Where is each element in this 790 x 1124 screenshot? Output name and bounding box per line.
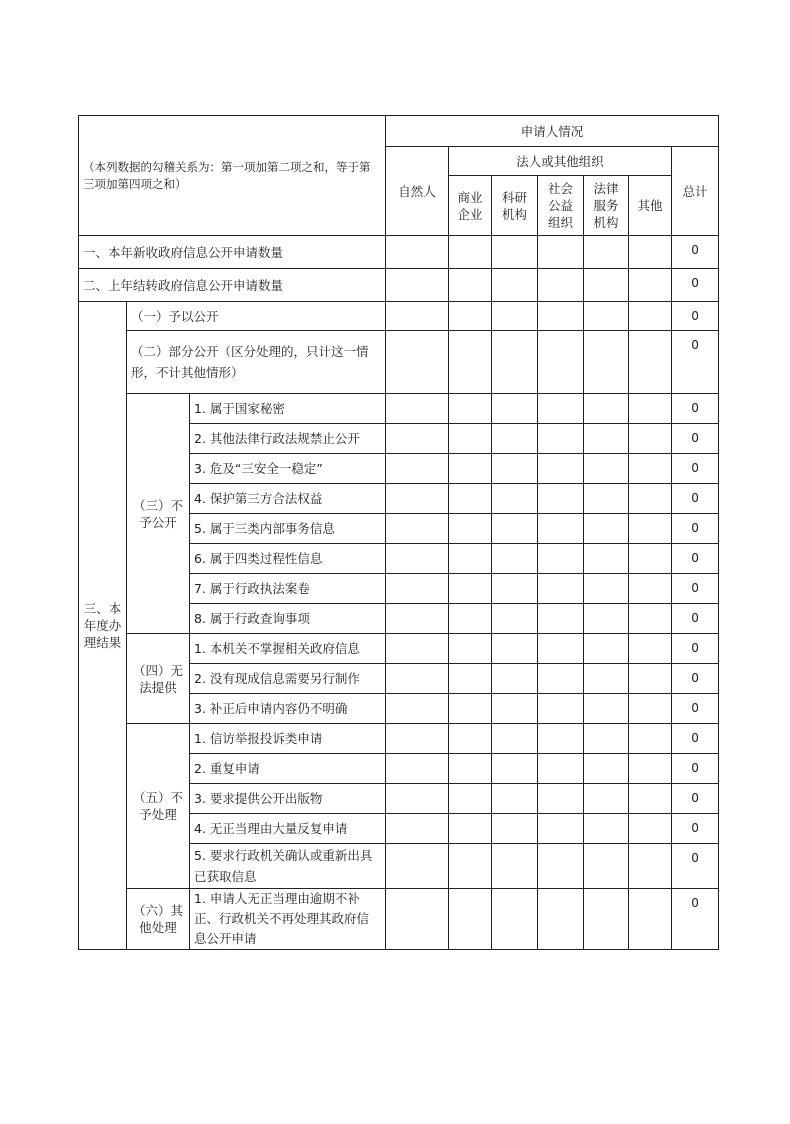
row-label: 1. 申请人无正当理由逾期不补正、行政机关不再处理其政府信息公开申请 <box>190 889 386 950</box>
empty-cell <box>492 269 538 302</box>
empty-cell <box>629 544 672 574</box>
empty-cell <box>538 694 584 724</box>
social-header: 社会公益组织 <box>538 176 584 236</box>
empty-cell <box>386 544 449 574</box>
empty-cell <box>386 331 449 394</box>
row-label: 3. 要求提供公开出版物 <box>190 784 386 814</box>
total-value: 0 <box>672 889 719 950</box>
empty-cell <box>492 724 538 754</box>
row-label: （二）部分公开（区分处理的，只计这一情形，不计其他情形） <box>127 331 386 394</box>
row-label: 1. 信访举报投诉类申请 <box>190 724 386 754</box>
row-label: 二、上年结转政府信息公开申请数量 <box>79 269 386 302</box>
table-row <box>79 302 719 331</box>
empty-cell <box>629 514 672 544</box>
empty-cell <box>386 454 449 484</box>
empty-cell <box>449 634 492 664</box>
empty-cell <box>386 514 449 544</box>
empty-cell <box>386 269 449 302</box>
empty-cell <box>386 484 449 514</box>
row-label: 2. 没有现成信息需要另行制作 <box>190 664 386 694</box>
total-value: 0 <box>672 814 719 844</box>
row-label: 5. 要求行政机关确认或重新出具已获取信息 <box>190 844 386 889</box>
total-value: 0 <box>672 454 719 484</box>
row-label: 8. 属于行政查询事项 <box>190 604 386 634</box>
empty-cell <box>386 889 449 950</box>
research-header: 科研机构 <box>492 176 538 236</box>
empty-cell <box>492 302 538 331</box>
empty-cell <box>386 814 449 844</box>
row-label: 4. 无正当理由大量反复申请 <box>190 814 386 844</box>
empty-cell <box>449 514 492 544</box>
empty-cell <box>449 754 492 784</box>
empty-cell <box>629 634 672 664</box>
empty-cell <box>629 724 672 754</box>
empty-cell <box>492 484 538 514</box>
empty-cell <box>492 454 538 484</box>
empty-cell <box>492 574 538 604</box>
empty-cell <box>584 424 629 454</box>
empty-cell <box>584 724 629 754</box>
total-value: 0 <box>672 694 719 724</box>
empty-cell <box>386 574 449 604</box>
row-label: 4. 保护第三方合法权益 <box>190 484 386 514</box>
total-value: 0 <box>672 394 719 424</box>
empty-cell <box>538 484 584 514</box>
empty-cell <box>449 331 492 394</box>
empty-cell <box>386 394 449 424</box>
header-note: （本列数据的勾稽关系为：第一项加第二项之和，等于第三项加第四项之和） <box>79 116 386 236</box>
total-value: 0 <box>672 664 719 694</box>
commercial-header: 商业企业 <box>449 176 492 236</box>
empty-cell <box>538 236 584 269</box>
empty-cell <box>492 784 538 814</box>
row-label: 6. 属于四类过程性信息 <box>190 544 386 574</box>
empty-cell <box>584 236 629 269</box>
empty-cell <box>584 544 629 574</box>
empty-cell <box>584 784 629 814</box>
empty-cell <box>538 544 584 574</box>
table-row <box>79 724 719 754</box>
empty-cell <box>386 694 449 724</box>
row-label: 2. 其他法律行政法规禁止公开 <box>190 424 386 454</box>
empty-cell <box>629 574 672 604</box>
empty-cell <box>629 454 672 484</box>
empty-cell <box>449 844 492 889</box>
empty-cell <box>584 694 629 724</box>
empty-cell <box>449 889 492 950</box>
empty-cell <box>386 844 449 889</box>
table-row <box>79 331 719 394</box>
empty-cell <box>538 454 584 484</box>
empty-cell <box>449 302 492 331</box>
row-label: 5. 属于三类内部事务信息 <box>190 514 386 544</box>
empty-cell <box>584 454 629 484</box>
empty-cell <box>629 484 672 514</box>
total-value: 0 <box>672 514 719 544</box>
empty-cell <box>629 302 672 331</box>
header-row-1 <box>79 116 719 147</box>
empty-cell <box>629 331 672 394</box>
total-value: 0 <box>672 331 719 394</box>
empty-cell <box>386 784 449 814</box>
empty-cell <box>386 664 449 694</box>
empty-cell <box>386 302 449 331</box>
empty-cell <box>538 574 584 604</box>
empty-cell <box>449 784 492 814</box>
total-value: 0 <box>672 544 719 574</box>
empty-cell <box>629 394 672 424</box>
total-value: 0 <box>672 634 719 664</box>
group-label: （六）其他处理 <box>127 889 190 950</box>
empty-cell <box>492 844 538 889</box>
other-header: 其他 <box>629 176 672 236</box>
row-label: 1. 本机关不掌握相关政府信息 <box>190 634 386 664</box>
empty-cell <box>449 814 492 844</box>
total-value: 0 <box>672 724 719 754</box>
empty-cell <box>492 331 538 394</box>
empty-cell <box>629 844 672 889</box>
empty-cell <box>492 694 538 724</box>
row-label: 3. 补正后申请内容仍不明确 <box>190 694 386 724</box>
empty-cell <box>386 634 449 664</box>
empty-cell <box>538 269 584 302</box>
empty-cell <box>584 754 629 784</box>
empty-cell <box>449 664 492 694</box>
empty-cell <box>584 574 629 604</box>
empty-cell <box>629 236 672 269</box>
empty-cell <box>449 724 492 754</box>
empty-cell <box>629 694 672 724</box>
total-value: 0 <box>672 269 719 302</box>
empty-cell <box>538 664 584 694</box>
group-label: （四）无法提供 <box>127 634 190 724</box>
empty-cell <box>584 331 629 394</box>
group-label: （五）不予处理 <box>127 724 190 889</box>
empty-cell <box>386 724 449 754</box>
table-row <box>79 269 719 302</box>
empty-cell <box>629 754 672 784</box>
empty-cell <box>492 394 538 424</box>
empty-cell <box>584 484 629 514</box>
statistics-table <box>78 115 719 950</box>
empty-cell <box>538 394 584 424</box>
empty-cell <box>538 424 584 454</box>
empty-cell <box>386 604 449 634</box>
empty-cell <box>492 664 538 694</box>
table-row <box>79 394 719 424</box>
empty-cell <box>538 604 584 634</box>
natural-person-header: 自然人 <box>386 147 449 236</box>
row-label: 一、本年新收政府信息公开申请数量 <box>79 236 386 269</box>
empty-cell <box>584 514 629 544</box>
empty-cell <box>492 424 538 454</box>
empty-cell <box>449 604 492 634</box>
empty-cell <box>584 604 629 634</box>
empty-cell <box>629 814 672 844</box>
total-value: 0 <box>672 754 719 784</box>
empty-cell <box>538 724 584 754</box>
empty-cell <box>449 236 492 269</box>
empty-cell <box>449 269 492 302</box>
empty-cell <box>584 634 629 664</box>
empty-cell <box>449 694 492 724</box>
empty-cell <box>584 269 629 302</box>
empty-cell <box>538 754 584 784</box>
empty-cell <box>492 604 538 634</box>
empty-cell <box>584 302 629 331</box>
empty-cell <box>492 754 538 784</box>
total-header: 总计 <box>672 147 719 236</box>
row-label: （一）予以公开 <box>127 302 386 331</box>
total-value: 0 <box>672 844 719 889</box>
total-value: 0 <box>672 302 719 331</box>
empty-cell <box>449 454 492 484</box>
empty-cell <box>386 424 449 454</box>
empty-cell <box>584 394 629 424</box>
empty-cell <box>584 889 629 950</box>
empty-cell <box>629 889 672 950</box>
empty-cell <box>449 544 492 574</box>
table-row <box>79 634 719 664</box>
applicant-header: 申请人情况 <box>386 116 719 147</box>
empty-cell <box>449 424 492 454</box>
empty-cell <box>584 664 629 694</box>
empty-cell <box>538 514 584 544</box>
row-label: 7. 属于行政执法案卷 <box>190 574 386 604</box>
empty-cell <box>584 844 629 889</box>
empty-cell <box>386 236 449 269</box>
empty-cell <box>492 814 538 844</box>
empty-cell <box>492 634 538 664</box>
empty-cell <box>386 754 449 784</box>
empty-cell <box>538 331 584 394</box>
total-value: 0 <box>672 574 719 604</box>
empty-cell <box>449 394 492 424</box>
empty-cell <box>492 544 538 574</box>
empty-cell <box>538 889 584 950</box>
empty-cell <box>538 844 584 889</box>
total-value: 0 <box>672 484 719 514</box>
empty-cell <box>538 784 584 814</box>
empty-cell <box>538 634 584 664</box>
empty-cell <box>629 784 672 814</box>
empty-cell <box>629 664 672 694</box>
row-label: 1. 属于国家秘密 <box>190 394 386 424</box>
total-value: 0 <box>672 604 719 634</box>
empty-cell <box>492 236 538 269</box>
table-row <box>79 236 719 269</box>
empty-cell <box>492 514 538 544</box>
legal-group-header: 法人或其他组织 <box>449 147 672 176</box>
empty-cell <box>538 814 584 844</box>
empty-cell <box>492 889 538 950</box>
total-value: 0 <box>672 236 719 269</box>
empty-cell <box>449 574 492 604</box>
empty-cell <box>584 814 629 844</box>
table-row <box>79 889 719 950</box>
total-value: 0 <box>672 784 719 814</box>
total-value: 0 <box>672 424 719 454</box>
row-label: 3. 危及“三安全一稳定” <box>190 454 386 484</box>
group-label: （三）不予公开 <box>127 394 190 634</box>
row-label: 2. 重复申请 <box>190 754 386 784</box>
empty-cell <box>449 484 492 514</box>
empty-cell <box>538 302 584 331</box>
empty-cell <box>629 424 672 454</box>
section3-label: 三、本年度办理结果 <box>79 302 127 950</box>
empty-cell <box>629 604 672 634</box>
empty-cell <box>629 269 672 302</box>
legal-service-header: 法律服务机构 <box>584 176 629 236</box>
